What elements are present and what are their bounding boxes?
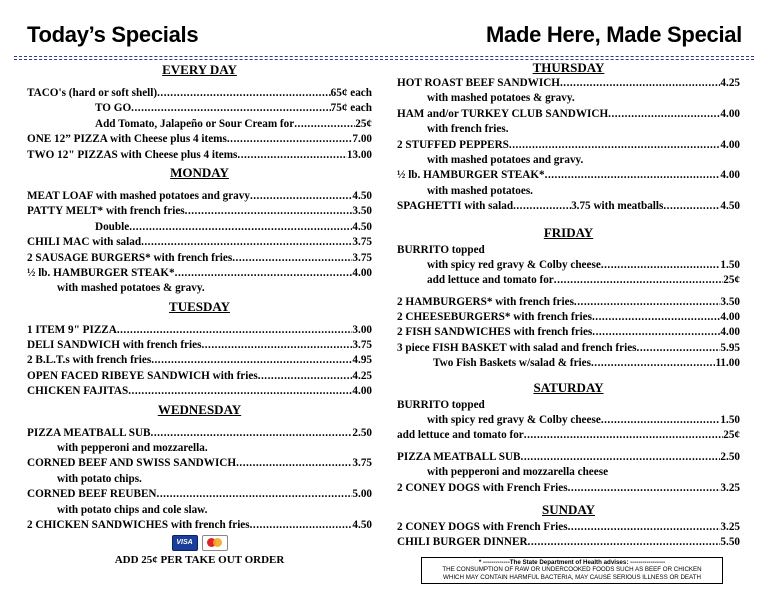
menu-item: with spicy red gravy & Colby cheese ..... 1.50 bbox=[397, 258, 740, 273]
section-thursday: THURSDAY bbox=[532, 60, 605, 75]
menu-item: 2 FISH SANDWICHES with french fries ..... 4.00 bbox=[397, 325, 740, 340]
menu-item: 2 CHICKEN SANDWICHES with french fries ..... 4.50 bbox=[27, 518, 372, 533]
menu-item: ONE 12” PIZZA with Cheese plus 4 items ..... 7.00 bbox=[27, 132, 372, 147]
menu-item: DELI SANDWICH with french fries ..... 3.75 bbox=[27, 338, 372, 353]
menu-item: MEAT LOAF with mashed potatoes and gravy ..... 4.50 bbox=[27, 189, 372, 204]
menu-item: 2 SAUSAGE BURGERS* with french fries ..... 3.75 bbox=[27, 251, 372, 266]
health-advisory bbox=[421, 557, 723, 584]
menu-item: TACO's (hard or soft shell) ..... 65¢ each bbox=[27, 86, 372, 101]
menu-item: PATTY MELT* with french fries ..... 3.50 bbox=[27, 204, 372, 219]
menu-item: TO GO ..... 75¢ each bbox=[27, 101, 372, 116]
menu-item: 3 piece FISH BASKET with salad and french fries ..... 5.95 bbox=[397, 341, 740, 356]
health-advisory-line: THE CONSUMPTION OF RAW OR UNDERCOOKED FOODS SUCH AS BEEF OR CHICKEN bbox=[442, 566, 702, 574]
menu-item: ½ lb. HAMBURGER STEAK* ..... 4.00 bbox=[27, 266, 372, 281]
menu-item: Two Fish Baskets w/salad & fries ..... 11.00 bbox=[397, 356, 740, 371]
menu-item: 2 HAMBURGERS* with french fries ..... 3.50 bbox=[397, 295, 740, 310]
health-advisory-title: * -------------The State Department of Health advises: ----------------- bbox=[478, 558, 666, 566]
menu-item-note: with mashed potatoes. bbox=[427, 184, 533, 197]
menu-item: HAM and/or TURKEY CLUB SANDWICH ..... 4.00 bbox=[397, 107, 740, 122]
menu-item: PIZZA MEATBALL SUB ..... 2.50 bbox=[27, 426, 372, 441]
section-friday: FRIDAY bbox=[543, 224, 594, 240]
menu-item: CHILI MAC with salad ..... 3.75 bbox=[27, 235, 372, 250]
menu-item: Add Tomato, Jalapeño or Sour Cream for ..... 25¢ bbox=[27, 117, 372, 132]
menu-item-note: with french fries. bbox=[427, 123, 509, 136]
health-advisory-line: WHICH MAY CONTAIN HARMFUL BACTERIA, MAY CAUSE SERIOUS ILLNESS OR DEATH bbox=[443, 573, 701, 581]
menu-item: ½ lb. HAMBURGER STEAK* ..... 4.00 bbox=[397, 168, 740, 183]
menu-item: 2 CONEY DOGS with French Fries ..... 3.25 bbox=[397, 481, 740, 496]
section-monday: MONDAY bbox=[170, 164, 229, 180]
menu-item: 2 B.L.T.s with french fries ..... 4.95 bbox=[27, 353, 372, 368]
menu-item: add lettuce and tomato for ..... 25¢ bbox=[397, 273, 740, 288]
menu-item: BURRITO topped bbox=[397, 398, 485, 411]
menu-item: CORNED BEEF AND SWISS SANDWICH ..... 3.75 bbox=[27, 456, 372, 471]
section-sunday: SUNDAY bbox=[542, 501, 595, 517]
page-slogan: Made Here, Made Special bbox=[486, 22, 742, 47]
left-column bbox=[27, 60, 372, 569]
menu-item: CHICKEN FAJITAS ..... 4.00 bbox=[27, 384, 372, 399]
menu-item: with spicy red gravy & Colby cheese ..... 1.50 bbox=[397, 413, 740, 428]
menu-item: BURRITO topped bbox=[397, 243, 485, 256]
menu-item: add lettuce and tomato for ..... 25¢ bbox=[397, 428, 740, 443]
menu-item-note: with potato chips and cole slaw. bbox=[57, 503, 208, 516]
page-title: Today’s Specials bbox=[27, 22, 199, 47]
menu-item: 2 STUFFED PEPPERS ..... 4.00 bbox=[397, 138, 740, 153]
menu-item-note: with potato chips. bbox=[57, 472, 142, 485]
menu-item: 2 CHEESEBURGERS* with french fries ..... 4.00 bbox=[397, 310, 740, 325]
menu-item-note: with mashed potatoes & gravy. bbox=[427, 92, 575, 105]
menu-item: TWO 12" PIZZAS with Cheese plus 4 items ..... 13.00 bbox=[27, 148, 372, 163]
menu-item: CHILI BURGER DINNER ..... 5.50 bbox=[397, 535, 740, 550]
menu-item: 2 CONEY DOGS with French Fries ..... 3.25 bbox=[397, 520, 740, 535]
menu-item: CORNED BEEF REUBEN ..... 5.00 bbox=[27, 487, 372, 502]
menu-item: Double ..... 4.50 bbox=[27, 220, 372, 235]
menu-item-note: with pepperoni and mozzarella cheese bbox=[427, 466, 609, 479]
payment-cards bbox=[27, 535, 372, 551]
menu-item: HOT ROAST BEEF SANDWICH ..... 4.25 bbox=[397, 76, 740, 91]
section-every-day: EVERY DAY bbox=[162, 62, 237, 77]
section-wednesday: WEDNESDAY bbox=[157, 401, 242, 417]
visa-card-icon: VISA bbox=[172, 535, 198, 551]
section-tuesday: TUESDAY bbox=[169, 298, 230, 314]
right-column bbox=[397, 60, 740, 584]
section-saturday: SATURDAY bbox=[533, 379, 604, 395]
menu-item-note: with pepperoni and mozzarella. bbox=[57, 442, 208, 455]
takeout-note: ADD 25¢ PER TAKE OUT ORDER bbox=[114, 554, 285, 567]
menu-item: SPAGHETTI with salad ..... 3.75 with meatballs ..... 4.50 bbox=[397, 199, 740, 214]
menu-item-note: with mashed potatoes & gravy. bbox=[57, 282, 205, 295]
menu-item: OPEN FACED RIBEYE SANDWICH with fries ..... 4.25 bbox=[27, 369, 372, 384]
menu-item: 1 ITEM 9" PIZZA ..... 3.00 bbox=[27, 323, 372, 338]
mastercard-icon bbox=[202, 535, 228, 551]
menu-item-note: with mashed potatoes and gravy. bbox=[427, 153, 584, 166]
menu-item: PIZZA MEATBALL SUB ..... 2.50 bbox=[397, 450, 740, 465]
